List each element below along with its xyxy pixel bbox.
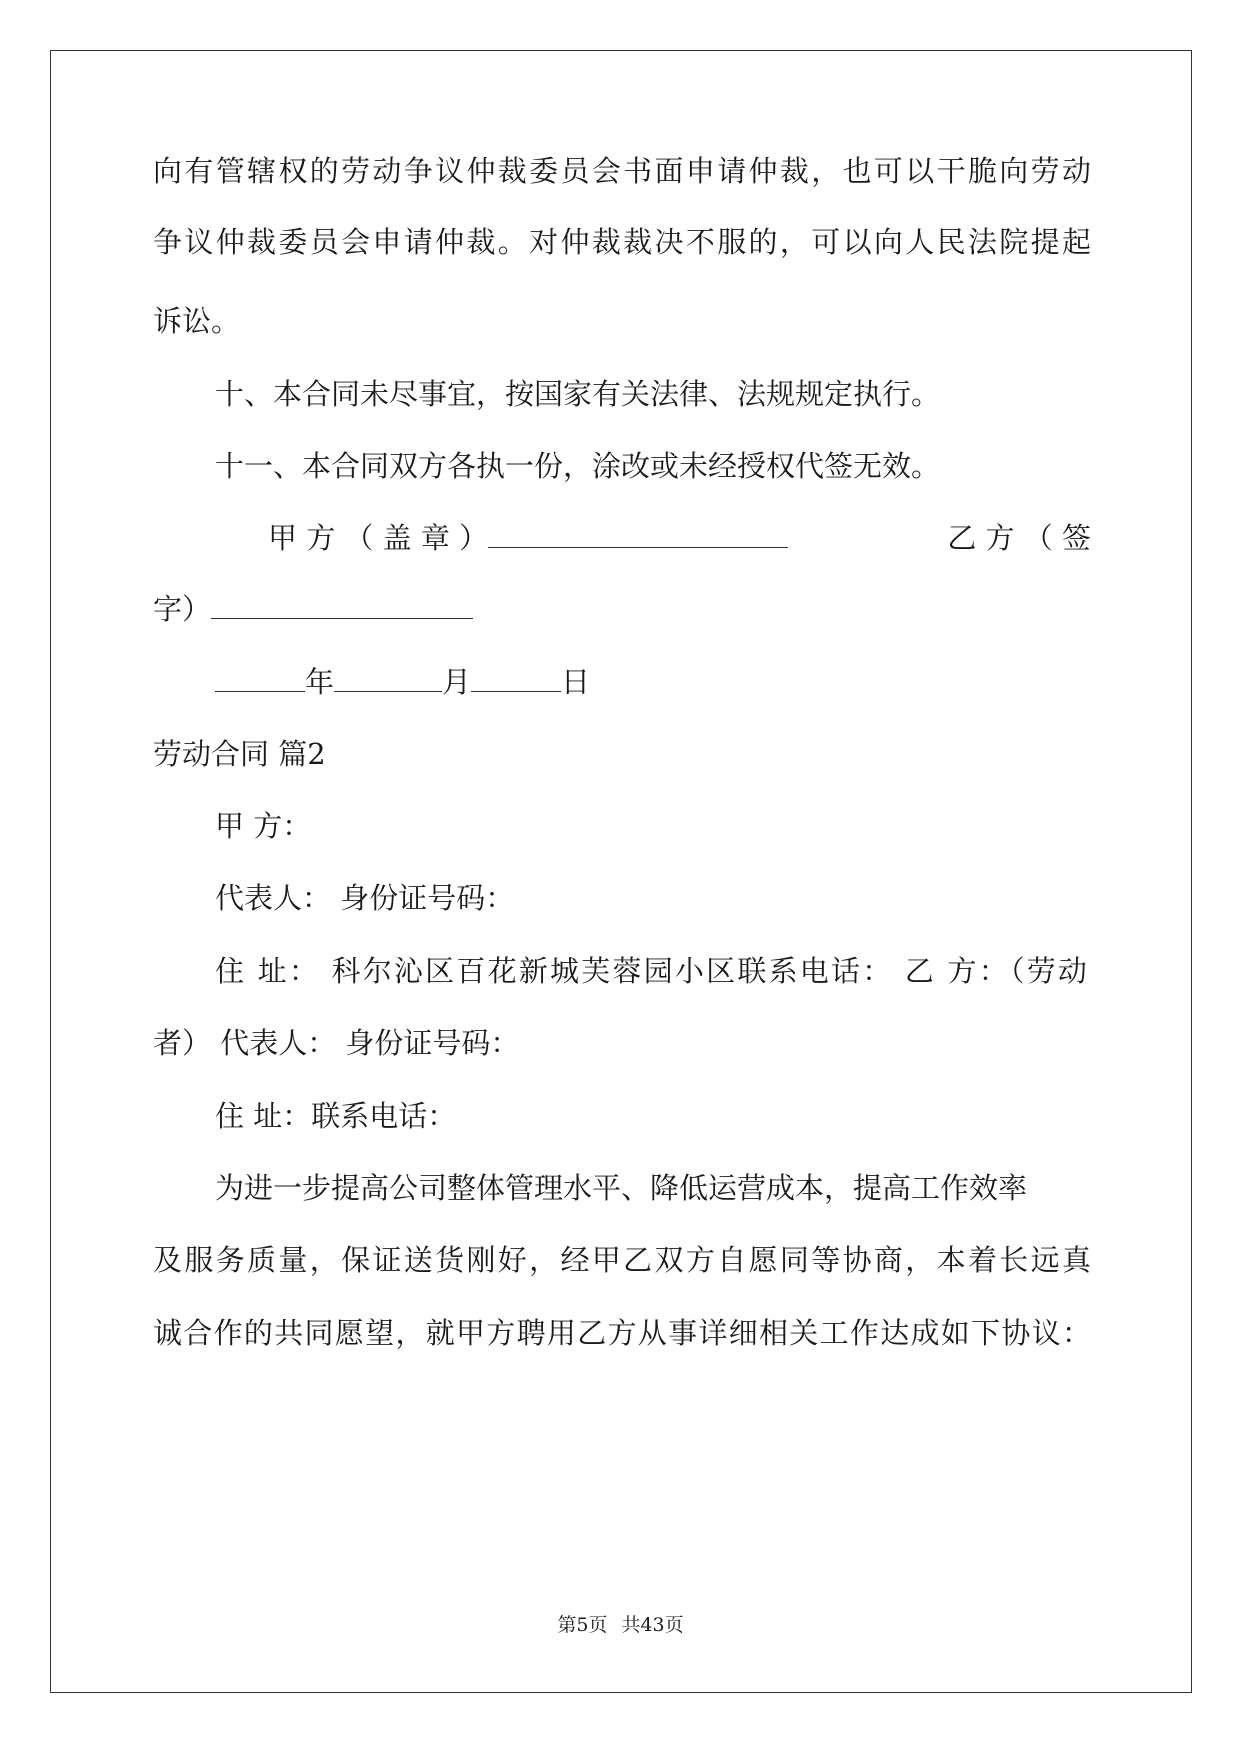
- signature-line: [268, 518, 1091, 558]
- month-blank: [334, 663, 442, 692]
- year-blank: [215, 663, 305, 692]
- party-a-signature-blank: [488, 519, 788, 548]
- party-a-seal-label: 甲 方 （ 盖 章 ）: [268, 521, 489, 555]
- page-border: [50, 50, 1192, 1693]
- page-number: 第5页: [557, 1614, 608, 1636]
- party-a-label: 甲 方：: [215, 809, 312, 843]
- text-line-2: 争议仲裁委员会申请仲裁。对仲裁裁决不服的，可以向人民法院提起: [153, 225, 1094, 259]
- paragraph-line-3: 诚合作的共同愿望，就甲方聘用乙方从事详细相关工作达成如下协议：: [153, 1316, 1093, 1350]
- section-heading: 劳动合同 篇2: [153, 737, 326, 771]
- clause-eleven: 十一、本合同双方各执一份，涂改或未经授权代签无效。: [215, 449, 941, 483]
- clause-ten: 十、本合同未尽事宜，按国家有关法律、法规规定执行。: [215, 377, 941, 411]
- text-line-3: 诉讼。: [153, 304, 241, 338]
- text-line-1: 向有管辖权的劳动争议仲裁委员会书面申请仲裁，也可以干脆向劳动: [153, 154, 1094, 188]
- paragraph-line-1: 为进一步提高公司整体管理水平、降低运营成本，提高工作效率: [215, 1171, 1028, 1205]
- party-b-sign-label: 乙 方 （ 签: [947, 521, 1091, 555]
- party-a-representative: 代表人： 身份证号码：: [215, 881, 515, 915]
- date-line: [215, 662, 590, 702]
- day-blank: [471, 663, 561, 692]
- page-total: 共43页: [621, 1614, 684, 1636]
- paragraph-line-2: 及服务质量，保证送货刚好，经甲乙双方自愿同等协商，本着长远真: [153, 1243, 1094, 1277]
- party-a-address: 住 址： 科尔沁区百花新城芙蓉园小区联系电话： 乙 方：（劳动: [215, 954, 1090, 988]
- party-b-representative: 者） 代表人： 身份证号码：: [153, 1026, 520, 1060]
- sign-suffix: 字）: [153, 592, 212, 626]
- party-b-address: 住 址：联系电话：: [215, 1099, 457, 1133]
- year-label: 年: [305, 665, 335, 699]
- party-b-signature-blank: [211, 590, 473, 619]
- day-label: 日: [561, 665, 591, 699]
- month-label: 月: [442, 665, 472, 699]
- signature-line-2: [153, 589, 473, 629]
- page-footer: [0, 1613, 1241, 1637]
